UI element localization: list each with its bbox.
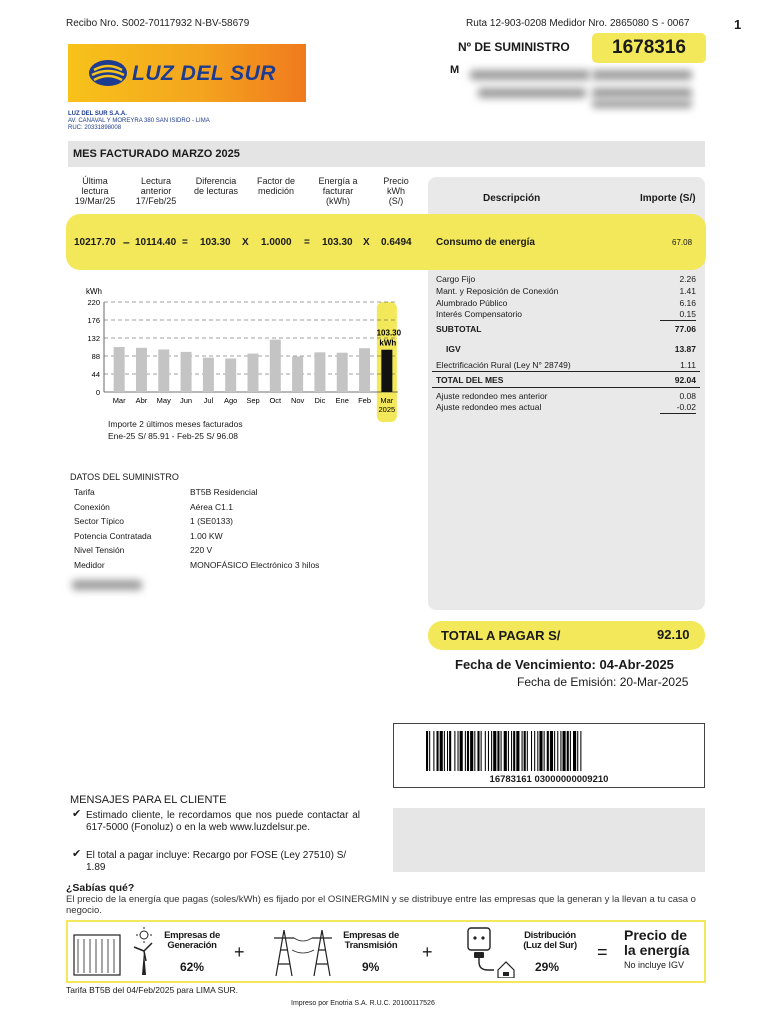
chart-note-1: Importe 2 últimos meses facturados [108, 419, 243, 429]
barcode-bar [563, 731, 566, 771]
barcode-bar [570, 731, 571, 771]
supply-number-label: Nº DE SUMINISTRO [458, 40, 570, 54]
supply-value: MONOFÁSICO Electrónico 3 hilos [190, 560, 320, 570]
barcode-bar [467, 731, 469, 771]
igv-note: No incluye IGV [624, 960, 685, 970]
distribution-outlet-icon [464, 926, 520, 978]
divider-line [660, 413, 696, 414]
check-icon: ✔ [72, 848, 82, 860]
supply-label: Potencia Contratada [74, 531, 152, 541]
chart-xtick-label: Mar [380, 396, 394, 405]
company-ruc: RUC: 20331898008 [68, 125, 122, 131]
description-header: Descripción [483, 193, 541, 204]
company-info [68, 111, 210, 132]
company-address: AV. CANAVAL Y MOREYRA 380 SAN ISIDRO - LIMA [68, 118, 210, 124]
barcode-bar [426, 731, 428, 771]
brand-logo [68, 44, 306, 102]
barcode-bar [516, 731, 519, 771]
reading-diferencia: 103.30 [200, 237, 231, 248]
supply-label: Conexión [74, 502, 110, 512]
barcode-bar [447, 731, 448, 771]
redacted-meter-id [72, 580, 142, 590]
barcode-bar [567, 731, 569, 771]
supply-value: Aérea C1.1 [190, 502, 233, 512]
supply-value: 1.00 KW [190, 531, 223, 541]
barcode-bar [497, 731, 499, 771]
igv-value: 13.87 [674, 344, 696, 354]
consumption-chart [66, 282, 406, 427]
check-icon: ✔ [72, 808, 82, 820]
consumption-value: 67.08 [672, 238, 693, 247]
barcode-bar [460, 731, 463, 771]
chart-bar [359, 348, 370, 392]
client-name-initial: M [450, 64, 460, 76]
subtotal-label: SUBTOTAL [436, 324, 482, 334]
issue-date: Fecha de Emisión: 20-Mar-2025 [517, 675, 689, 689]
redacted-district [592, 100, 692, 108]
tariff-note: Tarifa BT5B del 04/Feb/2025 para LIMA SUR. [66, 985, 238, 995]
item-value: 2.26 [679, 274, 696, 284]
barcode-bar [513, 731, 515, 771]
chart-bar [381, 350, 392, 392]
redacted-client-name [470, 70, 590, 80]
supply-label: Nivel Tensión [74, 545, 125, 555]
op-equals-2: = [304, 237, 310, 248]
op-equals-1: = [182, 237, 188, 248]
did-you-know-title: ¿Sabías qué? [66, 882, 135, 894]
chart-bar [314, 352, 325, 392]
company-name: LUZ DEL SUR S.A.A. [68, 111, 127, 117]
redacted-address [478, 88, 586, 98]
plus-sign: + [422, 942, 433, 962]
barcode-bar [534, 731, 535, 771]
barcode-bar [537, 731, 538, 771]
distribution-percent: 29% [535, 960, 560, 974]
reading-factor: 1.0000 [261, 237, 292, 248]
item-value: 6.16 [679, 298, 696, 308]
curr-adjust-label: Ajuste redondeo mes actual [436, 402, 542, 412]
chart-highlight-value: 103.30 [376, 328, 402, 338]
generation-label: Empresas de Generación [164, 930, 220, 951]
col-header-precio: Precio kWh (S/) [383, 176, 409, 206]
barcode-bars [426, 731, 674, 771]
month-total-value: 92.04 [674, 375, 696, 385]
chart-ytick-label: 88 [91, 352, 100, 361]
supply-label: Sector Típico [74, 516, 124, 526]
barcode-bar [554, 731, 555, 771]
transmission-percent: 9% [362, 960, 380, 974]
col-header-factor: Factor de medición [256, 176, 296, 196]
barcode-bar [557, 731, 558, 771]
barcode-bar [444, 731, 445, 771]
barcode-bar [485, 731, 486, 771]
prev-adjust-label: Ajuste redondeo mes anterior [436, 391, 548, 401]
item-label: Cargo Fijo [436, 274, 476, 284]
supply-value: 220 V [190, 545, 213, 555]
subtotal-value: 77.06 [674, 324, 696, 334]
chart-ytick-label: 220 [87, 298, 100, 307]
supply-value: BT5B Residencial [190, 487, 258, 497]
barcode-bar [504, 731, 507, 771]
barcode-bar [449, 731, 451, 771]
page-number: 1 [734, 17, 742, 32]
barcode-bar [477, 731, 479, 771]
month-total-label: TOTAL DEL MES [436, 375, 504, 385]
logo-wordmark: LUZ DEL SUR [132, 62, 276, 85]
chart-xtick-label: Ene [335, 396, 349, 405]
equals-sign: = [597, 942, 608, 962]
chart-bar [270, 340, 281, 392]
divider-line [660, 320, 696, 321]
prev-adjust-value: 0.08 [679, 391, 696, 401]
energy-price-title: Precio de la energía [624, 927, 690, 958]
chart-xtick-label: Mar [112, 396, 126, 405]
chart-xtick-label: Abr [135, 396, 148, 405]
generation-percent: 62% [180, 960, 205, 974]
chart-xtick-label: Ago [224, 396, 238, 405]
billed-month-title: MES FACTURADO MARZO 2025 [73, 148, 240, 160]
supply-number-value: 1678316 [592, 33, 706, 63]
item-value: 1.41 [679, 286, 696, 296]
barcode-bar [580, 731, 581, 771]
col-header-energia: Energía a facturar (kWh) [318, 176, 358, 206]
barcode-bar [437, 731, 439, 771]
chart-bar [225, 358, 236, 392]
rural-label: Electrificación Rural (Ley N° 28749) [436, 360, 571, 370]
curr-adjust-value: -0.02 [676, 402, 696, 412]
supply-value: 1 (SE0133) [190, 516, 233, 526]
barcode-bar [440, 731, 443, 771]
generation-plant-icon [72, 925, 160, 979]
redacted-client-name-2 [592, 70, 692, 80]
barcode-bar [470, 731, 473, 771]
chart-ytick-label: 0 [95, 388, 100, 397]
supply-label: Tarifa [74, 487, 95, 497]
barcode-bar [577, 731, 578, 771]
barcode-bar [511, 731, 512, 771]
message-item: Estimado cliente, le recordamos que nos puede contactar al 617-5000 (Fonoluz) o en la web www.luzdelsur.pe. [86, 810, 360, 833]
route-meter-info: Ruta 12-903-0208 Medidor Nro. 2865080 S - 0067 [466, 18, 690, 29]
info-placeholder-box [393, 808, 705, 872]
barcode-bar [491, 731, 492, 771]
chart-bar [203, 358, 214, 392]
chart-note-2: Ene-25 S/ 85.91 - Feb-25 S/ 96.08 [108, 431, 238, 441]
divider-line [432, 371, 700, 372]
chart-xtick-label: Sep [246, 396, 260, 405]
chart-highlight-year: 2025 [378, 405, 396, 414]
rural-value: 1.11 [680, 360, 696, 370]
barcode-bar [573, 731, 576, 771]
barcode-bar [474, 731, 475, 771]
col-header-anterior: Lectura anterior 17/Feb/25 [135, 176, 177, 206]
chart-highlight-unit: kWh [379, 338, 397, 348]
barcode-bar [524, 731, 526, 771]
igv-label: IGV [446, 344, 461, 354]
chart-xtick-label: Jul [203, 396, 214, 405]
chart-xtick-label: Jun [180, 396, 193, 405]
consumption-label: Consumo de energía [436, 237, 535, 248]
reading-ultima: 10217.70 [74, 237, 116, 248]
barcode-bar [465, 731, 466, 771]
item-label: Interés Compensatorio [436, 309, 522, 319]
barcode-bar [539, 731, 542, 771]
op-minus: – [123, 235, 130, 249]
message-item: El total a pagar incluye: Recargo por FOSE (Ley 27510) S/ 1.89 [86, 850, 347, 873]
chart-ylabel: kWh [86, 287, 102, 296]
col-header-diferencia: Diferencia de lecturas [193, 176, 239, 196]
barcode-bar [454, 731, 455, 771]
chart-bar [337, 353, 348, 392]
barcode-bar [508, 731, 509, 771]
barcode-bar [429, 731, 430, 771]
reading-energia: 103.30 [322, 237, 353, 248]
col-header-ultima: Última lectura 19/Mar/25 [74, 176, 116, 206]
chart-xtick-label: May [156, 396, 171, 405]
messages-title: MENSAJES PARA EL CLIENTE [70, 794, 227, 806]
amount-header: Importe (S/) [640, 193, 696, 204]
barcode-number: 16783161 03000000009210 [489, 774, 609, 785]
bulb-logo-icon [88, 58, 128, 88]
transmission-tower-icon [272, 926, 338, 978]
item-label: Alumbrado Público [436, 298, 508, 308]
barcode-bar [522, 731, 523, 771]
reading-precio: 0.6494 [381, 237, 412, 248]
barcode-bar [458, 731, 459, 771]
plus-sign: + [234, 942, 245, 962]
chart-xtick-label: Oct [269, 396, 282, 405]
barcode-bar [488, 731, 489, 771]
item-value: 0.15 [679, 309, 696, 319]
chart-xtick-label: Nov [290, 396, 305, 405]
barcode-bar [544, 731, 545, 771]
item-label: Mant. y Reposición de Conexión [436, 286, 559, 296]
receipt-number: Recibo Nro. S002-70117932 N-BV-58679 [66, 18, 250, 29]
chart-bar [292, 356, 303, 392]
distribution-label: Distribución (Luz del Sur) [523, 930, 577, 951]
barcode-bar [481, 731, 482, 771]
printer-note: Impreso por Enotria S.A. R.U.C. 20100117526 [291, 1000, 435, 1007]
due-date: Fecha de Vencimiento: 04-Abr-2025 [455, 657, 674, 672]
did-you-know-text: El precio de la energía que pagas (soles/kWh) es fijado por el OSINERGMIN y se distribuye entre las empresas que la generan y la llevan a tu casa o negocio. [66, 894, 696, 916]
op-times-1: X [242, 237, 249, 248]
barcode-bar [560, 731, 561, 771]
op-times-2: X [363, 237, 370, 248]
divider-line [432, 387, 700, 388]
supply-label: Medidor [74, 560, 105, 570]
chart-bar [181, 352, 192, 392]
supply-data-title: DATOS DEL SUMINISTRO [70, 472, 179, 482]
chart-bar [114, 347, 125, 392]
barcode-bar [493, 731, 496, 771]
chart-bar [248, 354, 259, 392]
transmission-label: Empresas de Transmisión [343, 930, 399, 951]
chart-ytick-label: 132 [87, 334, 100, 343]
chart-bar [136, 348, 147, 392]
chart-xtick-label: Feb [358, 396, 372, 405]
barcode-bar [547, 731, 549, 771]
reading-anterior: 10114.40 [135, 237, 177, 248]
barcode-bar [433, 731, 434, 771]
chart-ytick-label: 176 [87, 316, 100, 325]
barcode-bar [531, 731, 532, 771]
chart-bar [158, 349, 169, 392]
barcode-bar [527, 731, 528, 771]
barcode-bar [501, 731, 502, 771]
total-to-pay-value: 92.10 [657, 627, 690, 642]
redacted-address-2 [592, 88, 692, 98]
barcode-bar [550, 731, 553, 771]
chart-xtick-label: Dic [314, 396, 326, 405]
chart-ytick-label: 44 [91, 370, 100, 379]
total-to-pay-label: TOTAL A PAGAR S/ [441, 628, 561, 643]
